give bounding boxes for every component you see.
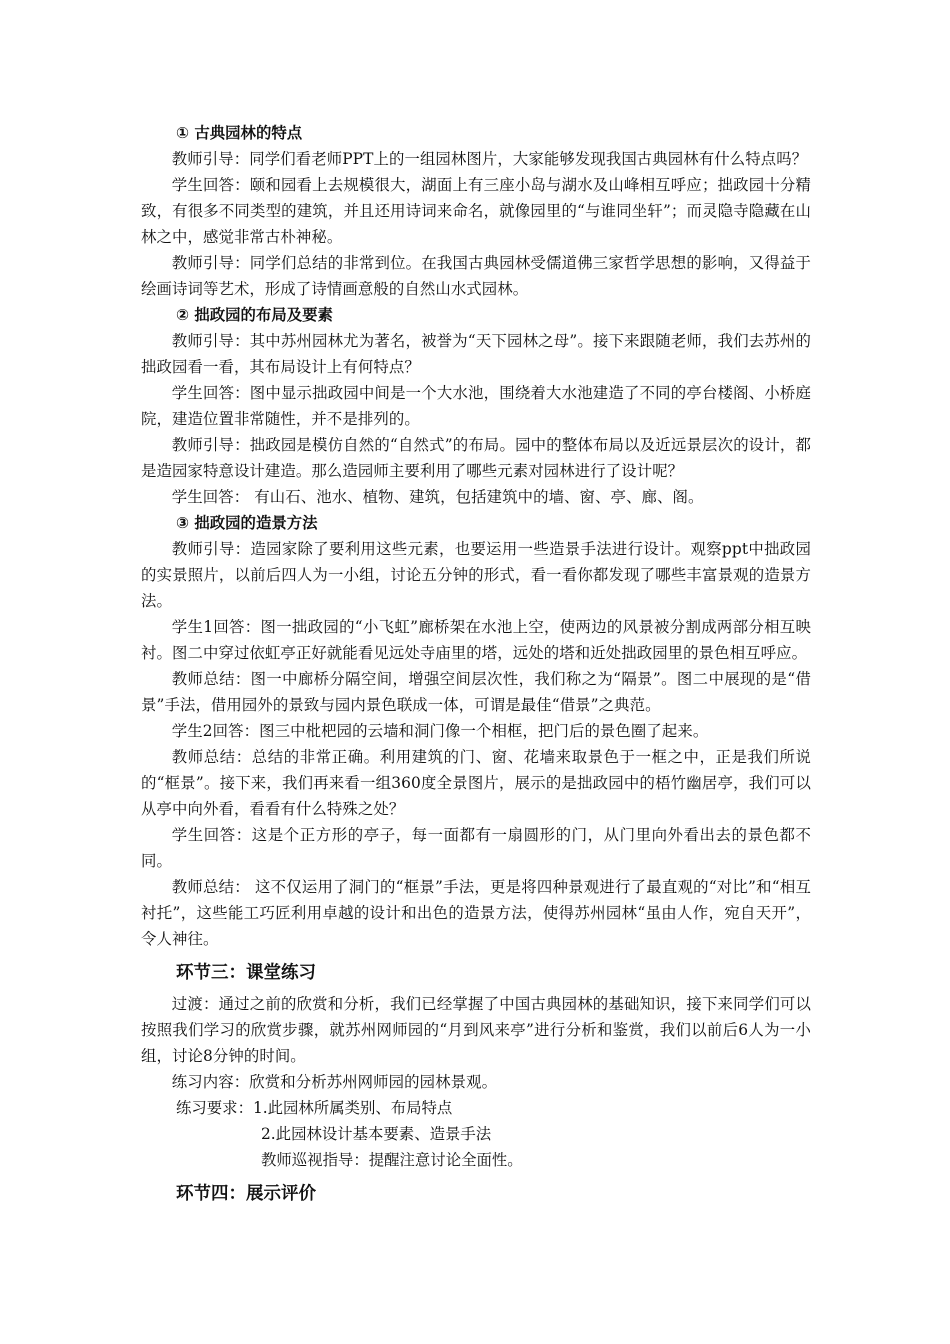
- paragraph: 学生1回答：图一拙政园的“小飞虹”廊桥架在水池上空，使两边的风景被分割成两部分相互映衬。图二中穿过依虹亭正好就能看见远处寺庙里的塔，远处的塔和近处拙政园里的景色相互呼应。: [141, 618, 811, 662]
- paragraph: 教师引导：其中苏州园林尤为著名，被誉为“天下园林之母”。接下来跟随老师，我们去苏州的拙政园看一看，其布局设计上有何特点？: [141, 332, 811, 376]
- section-heading-3: 环节三：课堂练习: [176, 963, 316, 983]
- subsection-title-1: ① 古典园林的特点: [176, 124, 303, 142]
- paragraph: 过渡：通过之前的欣赏和分析，我们已经掌握了中国古典园林的基础知识，接下来同学们可以按照我们学习的欣赏步骤，就苏州网师园的“月到风来亭”进行分析和鉴赏，我们以前后6人为一小组，讨论8分钟的时间。: [141, 995, 811, 1065]
- subsection-title-2: ② 拙政园的布局及要素: [176, 306, 333, 324]
- paragraph: 教师引导：同学们总结的非常到位。在我国古典园林受儒道佛三家哲学思想的影响，又得益于绘画诗词等艺术，形成了诗情画意般的自然山水式园林。: [141, 254, 811, 298]
- section-heading-4: 环节四：展示评价: [176, 1184, 316, 1204]
- paragraph: 学生回答：这是个正方形的亭子，每一面都有一扇圆形的门，从门里向外看出去的景色都不同。: [141, 826, 811, 870]
- document-page: [141, 120, 811, 1212]
- paragraph: 教师引导：同学们看老师PPT上的一组园林图片，大家能够发现我国古典园林有什么特点吗？: [171, 150, 808, 168]
- subsection-title-3: ③ 拙政园的造景方法: [176, 514, 318, 532]
- paragraph: 学生回答：颐和园看上去规模很大，湖面上有三座小岛与湖水及山峰相互呼应；拙政园十分精致，有很多不同类型的建筑，并且还用诗词来命名，就像园里的“与谁同坐轩”；而灵隐寺隐藏在山林之中，感觉非常古朴神秘。: [141, 176, 811, 246]
- teacher-guidance: 教师巡视指导：提醒注意讨论全面性。: [261, 1151, 523, 1169]
- exercise-requirement-1: 练习要求：1.此园林所属类别、布局特点: [176, 1099, 453, 1117]
- paragraph: 教师引导：拙政园是模仿自然的“自然式”的布局。园中的整体布局以及近远景层次的设计，都是造园家特意设计建造。那么造园师主要利用了哪些元素对园林进行了设计呢？: [141, 436, 811, 480]
- paragraph: 学生回答：图中显示拙政园中间是一个大水池，围绕着大水池建造了不同的亭台楼阁、小桥庭院，建造位置非常随性，并不是排列的。: [141, 384, 811, 428]
- paragraph: 教师总结：总结的非常正确。利用建筑的门、窗、花墙来取景色于一框之中，正是我们所说的“框景”。接下来，我们再来看一组360度全景图片，展示的是拙政园中的梧竹幽居亭，我们可以从亭中向外看，看看有什么特殊之处？: [141, 748, 811, 818]
- paragraph: 学生2回答：图三中枇杷园的云墙和洞门像一个相框，把门后的景色圈了起来。: [171, 722, 709, 740]
- paragraph: 教师总结：图一中廊桥分隔空间，增强空间层次性，我们称之为“隔景”。图二中展现的是“借景”手法，借用园外的景致与园内景色联成一体，可谓是最佳“借景”之典范。: [141, 670, 811, 714]
- paragraph: 学生回答： 有山石、池水、植物、建筑，包括建筑中的墙、窗、亭、廊、阁。: [171, 488, 704, 506]
- exercise-requirement-2: 2.此园林设计基本要素、造景手法: [261, 1125, 492, 1143]
- paragraph: 教师总结： 这不仅运用了洞门的“框景”手法，更是将四种景观进行了最直观的“对比”和“相互衬托”，这些能工巧匠利用卓越的设计和出色的造景方法，使得苏州园林“虽由人作，宛自天开”，令人神往。: [141, 878, 811, 948]
- paragraph: 练习内容：欣赏和分析苏州网师园的园林景观。: [171, 1073, 498, 1091]
- paragraph: 教师引导：造园家除了要利用这些元素，也要运用一些造景手法进行设计。观察ppt中拙政园的实景照片，以前后四人为一小组，讨论五分钟的形式，看一看你都发现了哪些丰富景观的造景方法。: [141, 540, 811, 610]
